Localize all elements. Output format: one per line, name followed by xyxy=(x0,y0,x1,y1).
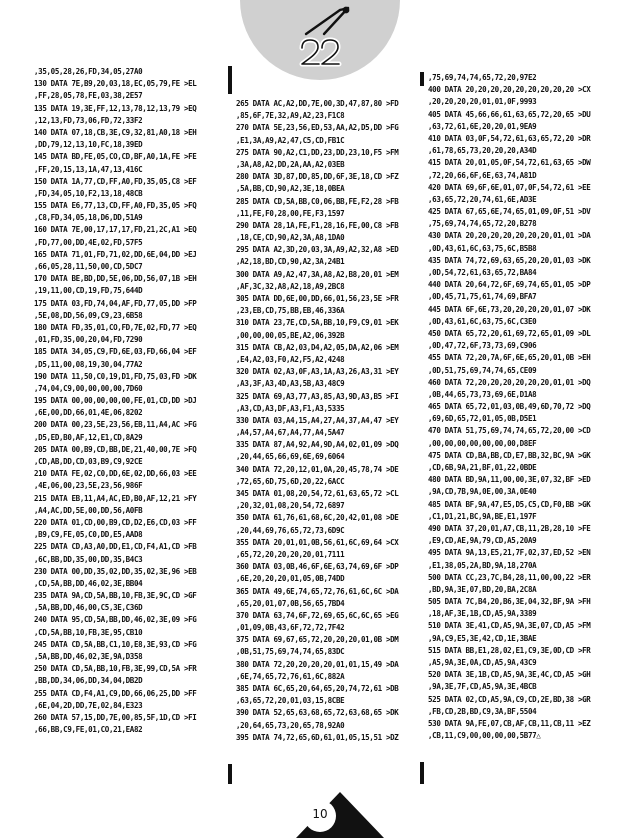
data-line: 350 DATA 61,76,61,68,6C,20,42,01,08 >DE xyxy=(236,513,399,523)
data-line: 290 DATA 28,1A,FE,F1,28,16,FE,00,C8 >FB xyxy=(236,220,399,230)
data-line: ,9A,CD,7B,9A,0E,00,3A,0E40 xyxy=(428,487,537,497)
data-line: 325 DATA 69,A3,77,A3,85,A3,9D,A3,B5 >FI xyxy=(236,391,399,401)
data-line: ,20,44,65,66,69,6E,69,6064 xyxy=(236,452,345,462)
data-line: ,CD,5A,BB,DD,46,02,3E,BB04 xyxy=(34,578,143,588)
data-line: ,FB,CD,2B,BD,C9,3A,BF,5504 xyxy=(428,706,537,716)
data-line: ,D5,11,00,08,19,30,04,77A2 xyxy=(34,359,143,369)
data-line: 365 DATA 49,6E,74,65,72,76,61,6C,6C >DA xyxy=(236,586,399,596)
data-line: 185 DATA 34,05,C9,FD,6E,03,FD,66,04 >EF xyxy=(34,347,197,357)
column-divider-left-bottom xyxy=(228,764,232,784)
data-line: 335 DATA 87,A4,92,A4,9D,A4,02,01,09 >DQ xyxy=(236,440,399,450)
data-line: ,00,00,00,00,00,00,00,D8EF xyxy=(428,438,537,448)
data-line: ,9A,C9,E5,3E,42,CD,1E,3BAE xyxy=(428,633,537,643)
data-line: ,6E,00,DD,66,01,4E,06,8202 xyxy=(34,408,143,418)
data-line: 240 DATA 95,CD,5A,BB,DD,46,02,3E,09 >FG xyxy=(34,615,197,625)
data-line: 235 DATA 9A,CD,5A,BB,10,FB,3E,9C,CD >GF xyxy=(34,591,197,601)
data-line: ,3A,A8,A2,DD,2A,AA,A2,03EB xyxy=(236,159,345,169)
data-line: ,BD,9A,3E,07,BD,20,BA,2C8A xyxy=(428,584,537,594)
data-line: ,C8,FD,34,05,18,D6,DD,51A9 xyxy=(34,213,143,223)
data-line: ,E1,38,05,2A,BD,9A,18,270A xyxy=(428,560,537,570)
data-line: ,CB,11,C9,00,00,00,00,5B77△ xyxy=(428,731,541,741)
data-line: 440 DATA 20,64,72,6F,69,74,65,01,05 >DP xyxy=(428,280,591,290)
data-line: ,61,78,65,73,20,20,20,A34D xyxy=(428,146,537,156)
data-line: ,AF,3C,32,A8,A2,18,A9,2BC8 xyxy=(236,281,345,291)
data-line: 455 DATA 72,20,7A,6F,6E,65,20,01,0B >EH xyxy=(428,353,591,363)
data-line: 405 DATA 45,66,66,61,63,65,72,20,65 >DU xyxy=(428,109,591,119)
data-line: ,CD,6B,9A,21,BF,01,22,0BDE xyxy=(428,463,537,472)
data-line: ,35,05,28,26,FD,34,05,27A0 xyxy=(34,67,143,76)
data-line: 505 DATA 7C,B4,20,B6,3E,04,32,BF,9A >FH xyxy=(428,597,591,607)
data-line: 515 DATA BB,E1,28,02,E1,C9,3E,0D,CD >FR xyxy=(428,645,591,655)
data-line: 130 DATA 7E,B9,20,03,18,EC,05,79,FE >EL xyxy=(34,79,197,89)
data-line: 275 DATA 90,A2,C1,DD,23,DD,23,10,F5 >FM xyxy=(236,147,399,157)
data-line: ,A2,18,BD,CD,90,A2,3A,24B1 xyxy=(236,257,345,267)
data-line: 190 DATA 11,50,C0,19,D1,FD,75,03,FD >DK xyxy=(34,371,197,381)
data-line: ,5A,BB,DD,46,02,3E,9A,D358 xyxy=(34,652,143,661)
data-line: ,5A,BB,DD,46,00,C5,3E,C36D xyxy=(34,603,143,613)
data-line: ,20,32,01,08,20,54,72,6897 xyxy=(236,501,345,511)
data-line: ,20,64,65,73,20,65,78,92A0 xyxy=(236,720,345,730)
data-line: 370 DATA 63,74,6F,72,69,65,6C,6C,65 >EG xyxy=(236,610,399,620)
data-line: 390 DATA 52,65,63,68,65,72,63,68,65 >DK xyxy=(236,708,399,718)
data-line: 485 DATA BF,9A,47,E5,D5,C5,CD,F0,BB >GK xyxy=(428,499,591,509)
data-line: 490 DATA 37,20,01,A7,CB,11,2B,28,10 >FE xyxy=(428,523,591,533)
data-line: ,63,65,72,20,01,03,15,8CBE xyxy=(236,696,345,706)
data-line: 375 DATA 69,67,65,72,20,20,20,01,0B >DM xyxy=(236,635,399,645)
data-line: ,18,CE,CD,90,A2,3A,A8,1DA0 xyxy=(236,233,345,243)
data-line: 465 DATA 65,72,01,03,0B,49,6D,70,72 >DQ xyxy=(428,402,591,412)
data-line: 315 DATA CB,A2,03,D4,A2,05,DA,A2,06 >EM xyxy=(236,342,399,352)
data-line: ,BB,DD,34,06,DD,34,04,DB2D xyxy=(34,676,143,686)
data-line: 210 DATA FE,02,C0,DD,6E,02,DD,66,03 >EE xyxy=(34,469,197,479)
data-line: ,01,09,0B,43,6F,72,72,7F42 xyxy=(236,623,345,633)
data-line: 430 DATA 20,20,20,20,20,20,20,01,01 >DA xyxy=(428,231,591,241)
data-line: 445 DATA 6F,6E,73,20,20,20,20,01,07 >DK xyxy=(428,304,591,314)
data-line: 340 DATA 72,20,12,01,0A,20,45,78,74 >DE xyxy=(236,464,399,474)
data-line: ,6E,20,20,20,01,05,0B,74DD xyxy=(236,574,345,584)
data-line: ,A3,CD,A3,DF,A3,F1,A3,5335 xyxy=(236,403,345,413)
data-line: ,63,72,61,6E,20,20,01,9EA9 xyxy=(428,121,537,131)
listing-column-2 xyxy=(236,98,426,744)
data-line: ,0D,47,72,6F,73,73,69,C906 xyxy=(428,341,537,351)
data-line: ,4E,06,00,23,5E,23,56,986F xyxy=(34,481,143,491)
data-line: ,FF,20,15,13,1A,47,13,416C xyxy=(34,164,143,174)
data-line: 435 DATA 74,72,69,63,65,20,20,01,03 >DK xyxy=(428,255,591,265)
data-line: ,65,72,20,20,20,20,01,7111 xyxy=(236,549,345,559)
page-number: 10 xyxy=(312,807,328,821)
data-line: ,6E,74,65,72,76,61,6C,882A xyxy=(236,671,345,681)
data-line: 250 DATA CD,5A,BB,10,FB,3E,99,CD,5A >FR xyxy=(34,664,197,674)
data-line: 160 DATA 7E,00,17,17,17,FD,21,2C,A1 >EQ xyxy=(34,225,197,235)
column-divider-right-bottom xyxy=(420,762,424,784)
data-line: 140 DATA 07,18,CB,3E,C9,32,81,A0,18 >EH xyxy=(34,127,197,137)
compass-22-logo-icon xyxy=(266,4,374,70)
data-line: ,75,69,74,74,65,72,20,B278 xyxy=(428,219,537,229)
listing-column-1 xyxy=(34,66,230,736)
data-line: 175 DATA 03,FD,74,04,AF,FD,77,05,DD >FP xyxy=(34,298,197,308)
data-line: ,A5,9A,3E,0A,CD,A5,9A,43C9 xyxy=(428,658,537,667)
data-line: 385 DATA 6C,65,20,64,65,20,74,72,61 >DB xyxy=(236,684,399,693)
data-line: ,74,04,C9,00,00,00,00,7D60 xyxy=(34,383,143,393)
data-line: 300 DATA A9,A2,47,3A,A8,A2,B8,20,01 >EM xyxy=(236,269,399,279)
data-line: 460 DATA 72,20,20,20,20,20,20,01,01 >DQ xyxy=(428,377,591,387)
data-line: 495 DATA 9A,13,E5,21,7F,02,37,ED,52 >EN xyxy=(428,548,591,558)
data-line: ,66,BB,C9,FE,01,CO,21,EA82 xyxy=(34,725,143,735)
data-line: 220 DATA 01,CD,00,B9,CD,D2,E6,CD,03 >FF xyxy=(34,517,197,527)
data-line: ,63,65,72,20,74,61,6E,AD3E xyxy=(428,194,537,204)
data-line: ,B9,C9,FE,05,C0,DD,E5,AAD8 xyxy=(34,530,143,540)
data-line: ,6C,BB,DD,35,00,DD,35,B4C3 xyxy=(34,554,143,564)
data-line: 400 DATA 20,20,20,20,20,20,20,20,20 >CX xyxy=(428,85,591,95)
data-line: 200 DATA 00,23,5E,23,56,EB,11,A4,AC >FG xyxy=(34,420,197,430)
data-line: 245 DATA CD,5A,BB,C1,10,E8,3E,93,CD >FG xyxy=(34,639,197,649)
data-line: ,E4,A2,03,F0,A2,F5,A2,4248 xyxy=(236,354,345,364)
data-line: ,5E,08,DD,56,09,C9,23,6B58 xyxy=(34,310,143,320)
data-line: 395 DATA 74,72,65,6D,61,01,05,15,51 >DZ xyxy=(236,732,399,742)
data-line: 170 DATA BE,BD,DD,5E,06,DD,56,07,1B >EH xyxy=(34,274,197,284)
data-line: ,19,11,00,CD,19,FD,75,644D xyxy=(34,286,143,296)
data-line: ,CD,5A,BB,10,FB,3E,95,CB10 xyxy=(34,627,143,637)
data-line: 380 DATA 72,20,20,20,20,01,01,15,49 >DA xyxy=(236,659,399,669)
data-line: ,01,FD,35,00,20,04,FD,7290 xyxy=(34,335,143,345)
data-line: 265 DATA AC,A2,DD,7E,00,3D,47,87,80 >FD xyxy=(236,99,399,108)
data-line: ,00,00,00,05,BE,A2,06,392B xyxy=(236,330,345,340)
data-line: ,0B,51,75,69,74,74,65,83DC xyxy=(236,647,345,657)
data-line: 145 DATA BD,FE,05,CO,CD,BF,A0,1A,FE >FE xyxy=(34,152,197,162)
data-line: ,20,20,20,20,01,01,0F,9993 xyxy=(428,97,537,107)
data-line: 230 DATA 00,DD,35,02,DD,35,02,3E,96 >EB xyxy=(34,566,197,576)
data-line: ,CD,AB,DD,CD,03,B9,C9,92CE xyxy=(34,457,143,466)
column-divider-right xyxy=(420,72,424,86)
data-line: ,6E,04,2D,DD,7E,02,84,E323 xyxy=(34,700,143,710)
data-line: ,69,6D,65,72,01,05,0B,D5E1 xyxy=(428,414,537,424)
data-line: ,20,44,69,76,65,72,73,6D9C xyxy=(236,525,345,535)
data-line: ,C1,D1,21,BC,9A,BE,E1,197F xyxy=(428,511,537,521)
data-line: 360 DATA 03,0B,46,6F,6E,63,74,69,6F >DP xyxy=(236,562,399,572)
data-line: ,85,6F,7E,32,A9,A2,23,F1C8 xyxy=(236,111,345,121)
data-line: 155 DATA E6,77,13,CD,FF,A0,FD,35,05 >FQ xyxy=(34,201,197,211)
data-line: 425 DATA 67,65,6E,74,65,01,09,0F,51 >DV xyxy=(428,207,591,217)
data-line: 295 DATA A2,3D,20,03,3A,A9,A2,32,A8 >ED xyxy=(236,245,399,255)
data-line: ,0D,43,61,6C,63,75,6C,B5B8 xyxy=(428,243,537,253)
data-line: ,0D,45,71,75,61,74,69,BFA7 xyxy=(428,292,537,302)
data-line: ,A4,57,A4,67,A4,77,A4,5A47 xyxy=(236,428,345,438)
data-line: ,5A,BB,CD,90,A2,3E,18,0BEA xyxy=(236,184,345,194)
data-line: 180 DATA FD,35,01,CO,FD,7E,02,FD,77 >EQ xyxy=(34,322,197,332)
data-line: 330 DATA 03,A4,15,A4,27,A4,37,A4,47 >EY xyxy=(236,415,399,425)
data-line: 470 DATA 51,75,69,74,74,65,72,20,00 >CD xyxy=(428,426,591,436)
data-line: ,75,69,74,74,65,72,20,97E2 xyxy=(428,73,537,82)
data-line: ,0D,54,72,61,63,65,72,BA84 xyxy=(428,268,537,277)
data-line: ,E9,CD,AE,9A,79,CD,A5,20A9 xyxy=(428,536,537,546)
data-line: ,FF,28,05,78,FE,03,38,2E57 xyxy=(34,91,143,101)
data-line: ,E1,3A,A9,A2,47,C5,CD,FB1C xyxy=(236,135,345,145)
data-line: 260 DATA 57,15,DD,7E,00,85,5F,1D,CD >FI xyxy=(34,712,197,722)
data-line: ,18,AF,3E,1B,CD,A5,9A,3389 xyxy=(428,609,537,619)
data-line: 280 DATA 3D,87,DD,85,DD,6F,3E,18,CD >FZ xyxy=(236,172,399,182)
data-line: 305 DATA DD,6E,00,DD,66,01,56,23,5E >FR xyxy=(236,294,399,303)
data-line: 415 DATA 20,01,05,0F,54,72,61,63,65 >DW xyxy=(428,158,591,168)
listing-column-3 xyxy=(428,72,634,742)
data-line: ,DD,79,12,13,10,FC,18,39ED xyxy=(34,140,143,150)
data-line: ,9A,3E,7F,CD,A5,9A,3E,4BCB xyxy=(428,682,537,692)
data-line: 285 DATA CD,5A,BB,C0,06,BB,FE,F2,28 >FB xyxy=(236,196,399,206)
data-line: ,12,13,FD,73,06,FD,72,33F2 xyxy=(34,115,143,125)
data-line: 255 DATA CD,F4,A1,C9,DD,66,06,25,DD >FF xyxy=(34,688,197,698)
data-line: ,72,65,6D,75,6D,20,22,6ACC xyxy=(236,476,345,486)
data-line: 525 DATA 02,CD,A5,9A,C9,CD,2E,BD,38 >GR xyxy=(428,694,591,704)
data-line: 480 DATA BD,9A,11,00,00,3E,07,32,BF >ED xyxy=(428,475,591,485)
data-line: ,0B,44,65,73,73,69,6E,D1A8 xyxy=(428,389,537,399)
data-line: 520 DATA 3E,1B,CD,A5,9A,3E,4C,CD,A5 >GH xyxy=(428,670,591,680)
data-line: 510 DATA 3E,41,CD,A5,9A,3E,07,CD,A5 >FM xyxy=(428,621,591,631)
data-line: 165 DATA 71,01,FD,71,02,DD,6E,04,DD >EJ xyxy=(34,249,197,259)
data-line: 225 DATA CD,A3,A0,DD,E1,CD,F4,A1,CD >FB xyxy=(34,542,197,552)
data-line: ,0D,43,61,6C,63,75,6C,C3E0 xyxy=(428,316,537,326)
data-line: ,0D,51,75,69,74,74,65,CE09 xyxy=(428,365,537,375)
data-line: 205 DATA 00,B9,CD,BB,DE,21,40,00,7E >FQ xyxy=(34,444,197,454)
data-line: ,65,20,01,07,0B,56,65,7BD4 xyxy=(236,598,345,608)
data-line: 150 DATA 1A,77,CD,FF,A0,FD,35,05,C8 >EF xyxy=(34,176,197,186)
data-line: 420 DATA 69,6F,6E,01,07,0F,54,72,61 >EE xyxy=(428,182,591,192)
data-line: 320 DATA 02,A3,0F,A3,1A,A3,26,A3,31 >EY xyxy=(236,367,399,377)
data-line: 135 DATA 19,3E,FF,12,13,78,12,13,79 >EQ xyxy=(34,103,197,113)
data-line: 500 DATA CC,23,7C,B4,28,11,00,00,22 >ER xyxy=(428,572,591,582)
data-line: ,A4,AC,DD,5E,00,DD,56,A0FB xyxy=(34,505,143,515)
data-line: ,23,EB,CD,75,BB,EB,46,336A xyxy=(236,306,345,316)
data-line: ,FD,77,00,DD,4E,02,FD,57F5 xyxy=(34,237,143,247)
data-line: 410 DATA 03,0F,54,72,61,63,65,72,20 >DR xyxy=(428,133,591,143)
data-line: ,D5,ED,B0,AF,12,E1,CD,8A29 xyxy=(34,432,143,442)
data-line: ,72,20,66,6F,6E,63,74,A81D xyxy=(428,170,537,180)
data-line: ,11,FE,F0,28,00,FE,F3,1597 xyxy=(236,208,345,218)
data-line: ,A3,3F,A3,4D,A3,5B,A3,48C9 xyxy=(236,379,345,389)
data-line: ,FD,34,05,10,F2,13,18,48CB xyxy=(34,188,143,198)
data-line: 310 DATA 23,7E,CD,5A,BB,10,F9,C9,01 >EK xyxy=(236,318,399,328)
data-line: 195 DATA 00,00,00,00,00,FE,01,CD,DD >DJ xyxy=(34,396,197,406)
data-line: 530 DATA 9A,FE,07,CB,AF,CB,11,CB,11 >EZ xyxy=(428,718,591,728)
data-line: 355 DATA 20,01,01,0B,56,61,6C,69,64 >CX xyxy=(236,537,399,547)
data-line: 345 DATA 01,08,20,54,72,61,63,65,72 >CL xyxy=(236,489,399,498)
data-line: 475 DATA CD,BA,BB,CD,E7,BB,32,BC,9A >GK xyxy=(428,450,591,460)
data-line: ,66,05,28,11,50,00,CD,5DC7 xyxy=(34,262,143,271)
data-line: 270 DATA 5E,23,56,ED,53,AA,A2,D5,DD >FG xyxy=(236,123,399,133)
data-line: 215 DATA EB,11,A4,AC,ED,B0,AF,12,21 >FY xyxy=(34,493,197,503)
data-line: 450 DATA 65,72,20,61,69,72,65,01,09 >DL xyxy=(428,328,591,338)
